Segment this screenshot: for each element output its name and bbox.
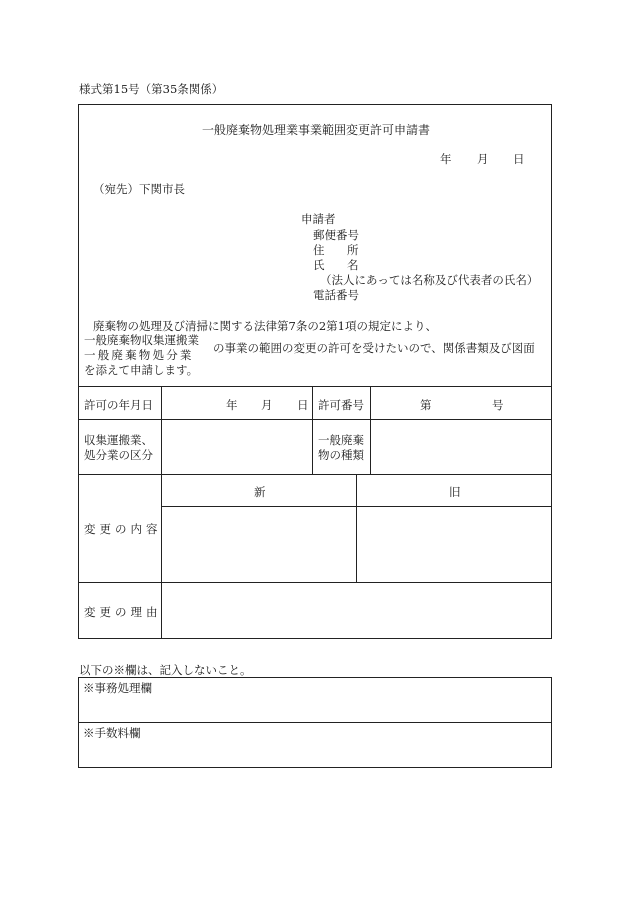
statement-line-3: を添えて申請します。 [84, 363, 199, 377]
processing-field-label: ※事務処理欄 [83, 681, 152, 695]
office-use-note: 以下の※欄は、記入しないこと。 [79, 663, 252, 677]
date-year-label: 年 [440, 152, 452, 166]
name-label-2: 名 [347, 258, 359, 272]
address-label-2: 所 [347, 243, 359, 257]
address-label-1: 住 [313, 243, 325, 257]
name-label-1: 氏 [313, 258, 325, 272]
column-divider [370, 386, 371, 474]
permit-date-day: 日 [297, 398, 309, 412]
postal-code-label: 郵便番号 [313, 228, 359, 242]
permit-date-label: 許可の年月日 [84, 398, 153, 412]
change-reason-label: 変更の理由 [84, 605, 162, 619]
table-top-border [78, 386, 552, 387]
statement-option-disposal: 一般廃棄物処分業 [84, 348, 194, 362]
column-divider [161, 386, 162, 639]
waste-type-label-2: 物の種類 [318, 448, 364, 462]
statement-option-collection: 一般廃棄物収集運搬業 [84, 333, 199, 347]
form-title: 一般廃棄物処理業事業範囲変更許可申請書 [202, 123, 431, 137]
old-column-label: 旧 [449, 485, 461, 499]
row-divider [78, 419, 552, 420]
column-divider [356, 474, 357, 582]
phone-label: 電話番号 [313, 288, 359, 302]
fee-field-label: ※手数料欄 [83, 726, 141, 740]
row-divider [78, 582, 552, 583]
column-divider [312, 386, 313, 474]
applicant-label: 申請者 [301, 212, 336, 226]
permit-number-label: 許可番号 [318, 398, 364, 412]
form-number: 様式第15号（第35条関係） [79, 82, 224, 96]
new-column-label: 新 [254, 485, 266, 499]
addressee: （宛先）下関市長 [93, 182, 185, 196]
date-month-label: 月 [477, 152, 489, 166]
corporate-note: （法人にあっては名称及び代表者の氏名） [320, 273, 539, 287]
change-content-label: 変更の内容 [84, 522, 162, 536]
business-type-label-2: 処分業の区分 [84, 448, 153, 462]
permit-number-suffix: 号 [492, 398, 504, 412]
permit-date-year: 年 [226, 398, 238, 412]
statement-line-1: 廃棄物の処理及び清掃に関する法律第7条の2第1項の規定により、 [93, 319, 437, 333]
permit-date-month: 月 [261, 398, 273, 412]
office-use-divider [78, 722, 552, 723]
waste-type-label-1: 一般廃棄 [318, 433, 364, 447]
business-type-label-1: 収集運搬業、 [84, 433, 153, 447]
permit-number-prefix: 第 [420, 398, 432, 412]
row-divider [78, 474, 552, 475]
statement-line-2: の事業の範囲の変更の許可を受けたいので、関係書類及び図面 [213, 341, 535, 355]
date-day-label: 日 [513, 152, 525, 166]
